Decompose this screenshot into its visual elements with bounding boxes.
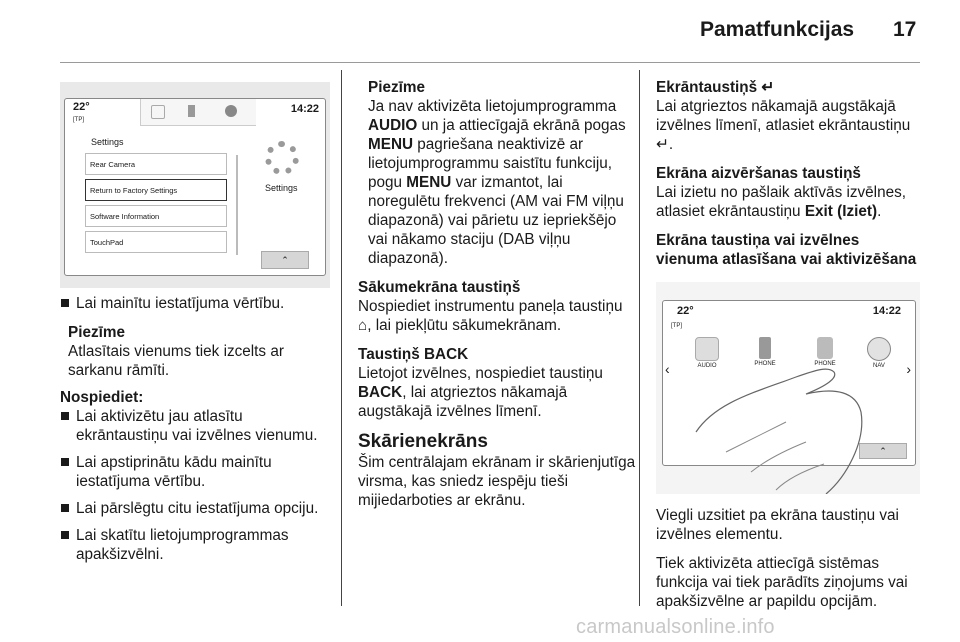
- back-key-title: Taustiņš BACK: [358, 346, 469, 363]
- header-rule: [60, 62, 920, 63]
- touch-figure: [656, 282, 920, 494]
- home-key-text: Nospiediet instrumentu paneļa taustiņu ⌂, lai piekļūtu sākumekrānam.: [358, 298, 623, 334]
- chevron-left-icon[interactable]: ‹: [665, 361, 670, 377]
- status-tp: [TP]: [671, 323, 683, 329]
- collapse-button[interactable]: ⌃: [859, 443, 907, 459]
- note-title: Piezīme: [368, 79, 425, 96]
- gear-icon: [265, 141, 299, 175]
- close-key-title: Ekrāna aizvēršanas taustiņš: [656, 165, 861, 182]
- page-header-title: Pamatfunkcijas: [700, 18, 855, 41]
- tap-text: Viegli uzsitiet pa ekrāna taustiņu vai izvēlnes elementu.: [656, 507, 899, 543]
- press-title: Nospiediet:: [60, 389, 144, 406]
- home-icon: ⌂: [358, 317, 368, 334]
- column-2: [358, 78, 636, 510]
- status-time: 14:22: [872, 305, 901, 317]
- collapse-button[interactable]: ⌃: [261, 251, 309, 269]
- menu-item-factory-settings[interactable]: Return to Factory Settings: [85, 179, 227, 201]
- select-title: Ekrāna taustiņa vai izvēlnes vienuma atlasīšana vai aktivizēšana: [656, 232, 917, 268]
- settings-screen-figure: [60, 82, 330, 288]
- settings-title: Settings: [91, 137, 124, 147]
- page-number: 17: [893, 18, 917, 41]
- scrollbar[interactable]: [236, 155, 238, 255]
- note-title: Piezīme: [68, 324, 125, 341]
- settings-menu: [85, 153, 227, 263]
- hand-illustration: [656, 282, 920, 494]
- display-frame: [64, 98, 326, 276]
- column-divider-2: [639, 70, 640, 606]
- back-key-text: Lietojot izvēlnes, nospiediet taustiņu BACK, lai atgrieztos nākamajā augstākajā izvēlnes līmenī.: [358, 365, 603, 420]
- app-label: PHONE: [814, 361, 836, 367]
- column-1: [60, 294, 332, 572]
- bullet-text: Lai mainītu iestatījuma vērtību.: [76, 295, 285, 312]
- back-arrow-icon: ↵: [656, 136, 669, 153]
- bullet-text: Lai apstiprinātu kādu mainītu iestatījuma vērtību.: [76, 454, 272, 490]
- close-key-text: Lai izietu no pašlaik aktīvās izvēlnes, atlasiet ekrāntaustiņu Exit (Iziet).: [656, 184, 906, 220]
- home-key-title: Sākumekrāna taustiņš: [358, 279, 521, 296]
- menu-item-rear-camera[interactable]: Rear Camera: [85, 153, 227, 175]
- bullet-text: Lai aktivizētu jau atlasītu ekrāntaustiņu vai izvēlnes vienumu.: [76, 408, 318, 444]
- bullet-text: Lai pārslēgtu citu iestatījuma opciju.: [76, 500, 319, 517]
- note-text: Atlasītais vienums tiek izcelts ar sarkanu rāmīti.: [68, 343, 284, 379]
- column-divider-1: [341, 70, 342, 606]
- screen-key-title: Ekrāntaustiņš ↵: [656, 79, 775, 96]
- music-tab-icon[interactable]: [151, 105, 165, 119]
- phone-tab-icon[interactable]: [188, 105, 195, 117]
- note-body: Ja nav aktivizēta lietojumprogramma AUDIO un ja attiecīgajā ekrānā pogas MENU pagriešana neaktivizē ar lietojumprogrammu saistītu funkciju, pogu MENU var izmantot, lai noregulētu frekvenci (AM vai FM viļņu diapazonā) vai pārietu uz iepriekšējo vai nākamo staciju (DAB viļņu diapazonā).: [368, 98, 626, 267]
- touchscreen-title: Skārienekrāns: [358, 431, 488, 452]
- back-arrow-icon: ↵: [761, 79, 775, 96]
- touchscreen-text: Šim centrālajam ekrānam ir skārienjutīga virsma, kas sniedz iespēju tieši mijiedarboties ar ekrānu.: [358, 454, 636, 509]
- menu-item-software-info[interactable]: Software Information: [85, 205, 227, 227]
- chevron-right-icon[interactable]: ›: [906, 361, 911, 377]
- tab-strip: [140, 99, 256, 126]
- app-label: PHONE: [754, 361, 776, 367]
- screen-key-text: Lai atgrieztos nākamajā augstākajā izvēlnes līmenī, atlasiet ekrāntaustiņu ↵.: [656, 98, 911, 153]
- activate-text: Tiek aktivizēta attiecīgā sistēmas funkcija vai tiek parādīts ziņojums vai apakšizvēlne ar papildu opcijām.: [656, 555, 908, 610]
- app-label: NAV: [873, 363, 885, 369]
- status-temp: 22°: [677, 305, 694, 317]
- bullet-text: Lai skatītu lietojumprogrammas apakšizvēlni.: [76, 527, 289, 563]
- status-tp: [TP]: [73, 117, 85, 123]
- app-label: AUDIO: [697, 363, 717, 369]
- side-settings-label: Settings: [265, 183, 298, 193]
- column-3: [656, 78, 924, 269]
- info-tab-icon[interactable]: [225, 105, 237, 117]
- status-time: 14:22: [290, 103, 319, 115]
- column-3-lower: [656, 506, 924, 611]
- menu-item-touchpad[interactable]: TouchPad: [85, 231, 227, 253]
- status-temp: 22°: [73, 101, 90, 113]
- watermark: carmanualsonline.info: [576, 616, 775, 638]
